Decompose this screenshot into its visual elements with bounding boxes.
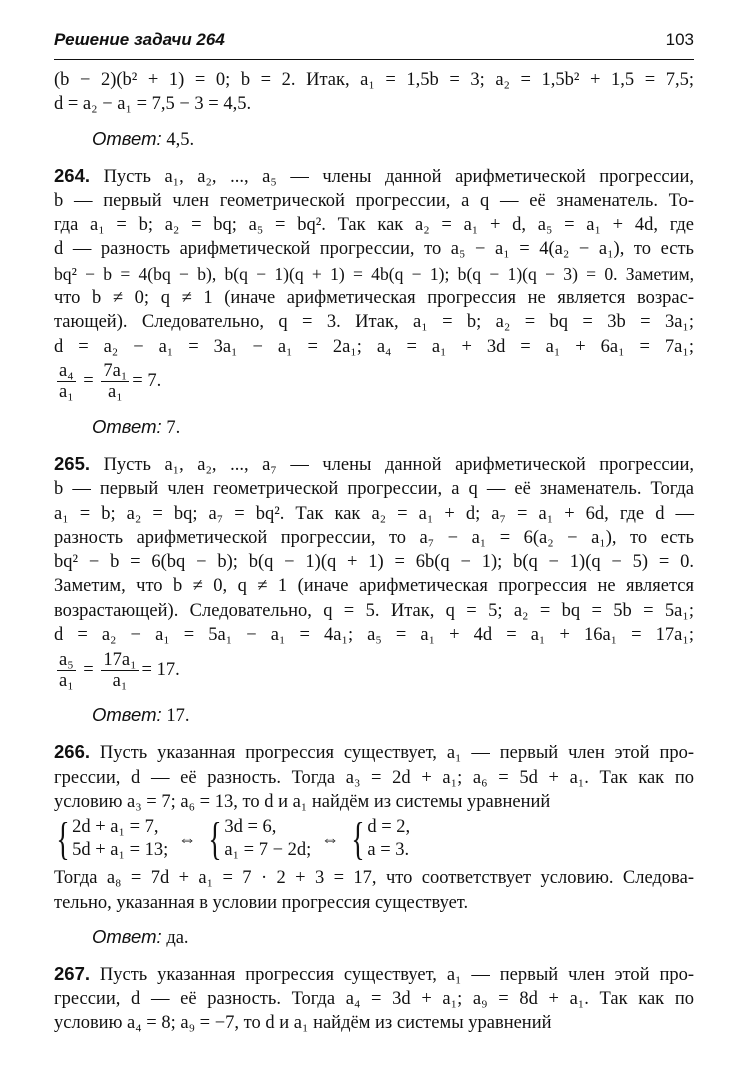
problem-number: 265.	[54, 452, 91, 474]
fraction-line: $\frac{\text{a₅}}{\text{a₁}}$ = $\frac{\text{17a₁}}{\text{a₁}}$ = 17.	[59, 649, 180, 691]
system-2	[224, 816, 311, 862]
page	[54, 30, 694, 1036]
numerator: a₄	[59, 361, 74, 382]
text-line: Заметим, что b ≠ 0, q ≠ 1 (иначе арифметическая прогрессия не является	[54, 576, 694, 597]
brace-icon: {	[56, 813, 70, 865]
fraction-result: = 7.	[132, 371, 162, 392]
text-line: гда a₁ = b; a₂ = bq; a₅ = bq². Так как a₂ = a₁ + d, a₅ = a₁ + 4d, где	[54, 215, 694, 236]
intro-line: d = a₂ − a₁ = 7,5 − 3 = 4,5.	[54, 94, 252, 115]
intro-block	[54, 68, 694, 117]
header-title: Решение задачи 264	[54, 30, 225, 49]
denominator: a₁	[59, 670, 74, 691]
fraction-result: = 17.	[141, 659, 180, 680]
text-line: bq² − b = 6(bq − b); b(q − 1)(q + 1) = 6b(q − 1); b(q − 1)(q − 5) = 0.	[54, 552, 694, 573]
page-number: 103	[665, 30, 694, 49]
answer-label: Ответ:	[92, 415, 162, 437]
answer-label: Ответ:	[92, 925, 162, 947]
text-line: что b ≠ 0; q ≠ 1 (иначе арифметическая прогрессия не является возрас-	[54, 288, 694, 309]
text-line: a₁ = b; a₂ = bq; a₇ = bq². Так как a₂ = a₁ + d; a₇ = a₁ + 6d, где d —	[54, 503, 694, 524]
problem-264	[54, 164, 694, 440]
system-3	[367, 816, 410, 862]
equivalence-icon: ⇔	[321, 828, 340, 849]
text-span: Пусть указанная прогрессия существует, a₁ — первый член этой про-	[99, 964, 694, 985]
text-span: Пусть a₁, a₂, ..., a₅ — члены данной арифметической прогрессии,	[103, 166, 695, 187]
text-line: bq² − b = 4(bq − b), b(q − 1)(q + 1) = 4b(q − 1); b(q − 1)(q − 3) = 0. Заметим,	[54, 263, 694, 284]
denominator: a₁	[59, 382, 74, 403]
problem-number: 267.	[54, 962, 91, 984]
text-line	[54, 164, 694, 189]
running-header	[54, 30, 694, 60]
text-span: Пусть a₁, a₂, ..., a₇ — члены данной арифметической прогрессии,	[103, 454, 695, 475]
answer-265	[92, 703, 694, 728]
brace-icon: {	[208, 813, 222, 865]
text-line: грессии, d — её разность. Тогда a₃ = 2d + a₁; a₆ = 5d + a₁. Так как по	[54, 767, 694, 788]
text-line: разность арифметической прогрессии, то a₇ − a₁ = 6(a₂ − a₁), то есть	[54, 527, 694, 548]
text-line: грессии, d — её разность. Тогда a₄ = 3d + a₁; a₉ = 8d + a₁. Так как по	[54, 989, 694, 1010]
intro-line: (b − 2)(b² + 1) = 0; b = 2. Итак, a₁ = 1,5b = 3; a₂ = 1,5b² + 1,5 = 7,5;	[54, 70, 694, 90]
equation-system	[54, 813, 694, 865]
answer-value: да.	[166, 927, 189, 948]
text-line: возрастающей). Следовательно, q = 5. Итак, q = 5; a₂ = bq = 5b = 5a₁;	[54, 600, 694, 621]
equation: d = 2,	[367, 817, 411, 838]
text-line: b — первый член геометрической прогрессии, а q — её знаменатель. То-	[54, 190, 694, 211]
answer-value: 17.	[166, 706, 190, 727]
answer-266	[92, 925, 694, 950]
text-line: d — разность арифметической прогрессии, то a₅ − a₁ = 4(a₂ − a₁), то есть	[54, 239, 694, 260]
answer-label: Ответ:	[92, 127, 162, 149]
numerator: 17a₁	[103, 649, 137, 670]
equation: 3d = 6,	[224, 817, 277, 838]
text-line: тельно, указанная в условии прогрессия существует.	[54, 892, 469, 913]
brace-icon: {	[351, 813, 365, 865]
denominator: a₁	[107, 382, 123, 403]
answer-label: Ответ:	[92, 704, 162, 726]
text-line: b — первый член геометрической прогрессии, а q — её знаменатель. Тогда	[54, 479, 694, 500]
equation: 2d + a₁ = 7,	[72, 817, 159, 838]
fraction-line: $\frac{\text{a₄}}{\text{a₁}}$ = $\frac{\text{7a₁}}{\text{a₁}}$ = 7.	[59, 361, 162, 403]
problem-266	[54, 740, 694, 949]
system-1	[72, 816, 168, 862]
fraction	[101, 361, 129, 402]
numerator: 7a₁	[103, 361, 128, 382]
denominator: a₁	[112, 670, 128, 691]
text-line: условию a₃ = 7; a₆ = 13, то d и a₁ найдём из системы уравнений	[54, 791, 551, 812]
text-line: Тогда a₈ = 7d + a₁ = 7 · 2 + 3 = 17, что соответствует условию. Следова-	[54, 868, 694, 889]
text-line: d = a₂ − a₁ = 3a₁ − a₁ = 2a₁; a₄ = a₁ + 3d = a₁ + 6a₁ = 7a₁;	[54, 336, 694, 357]
equation: 5d + a₁ = 13;	[72, 840, 169, 861]
equation: a₁ = 7 − 2d;	[224, 840, 312, 861]
text-line: тающей). Следовательно, q = 3. Итак, a₁ = b; a₂ = bq = 3b = 3a₁;	[54, 312, 694, 333]
equivalence-icon: ⇔	[178, 828, 197, 849]
problem-265	[54, 452, 694, 728]
fraction	[57, 361, 76, 402]
text-line	[54, 962, 694, 987]
answer-264	[92, 415, 694, 440]
text-line	[54, 452, 694, 477]
text-line: d = a₂ − a₁ = 5a₁ − a₁ = 4a₁; a₅ = a₁ + 4d = a₁ + 16a₁ = 17a₁;	[54, 625, 694, 646]
problem-267	[54, 962, 694, 1036]
text-line	[54, 740, 694, 765]
text-span: Пусть указанная прогрессия существует, a₁ — первый член этой про-	[99, 743, 694, 764]
answer-value: 7.	[166, 417, 181, 438]
equation: a = 3.	[367, 840, 410, 861]
numerator: a₅	[59, 649, 74, 670]
problem-number: 264.	[54, 164, 91, 186]
text-line: условию a₄ = 8; a₉ = −7, то d и a₁ найдём из системы уравнений	[54, 1013, 552, 1034]
fraction	[101, 650, 138, 691]
answer-value: 4,5.	[166, 129, 195, 150]
fraction	[57, 650, 76, 691]
answer-263	[92, 127, 694, 152]
problem-number: 266.	[54, 741, 91, 763]
